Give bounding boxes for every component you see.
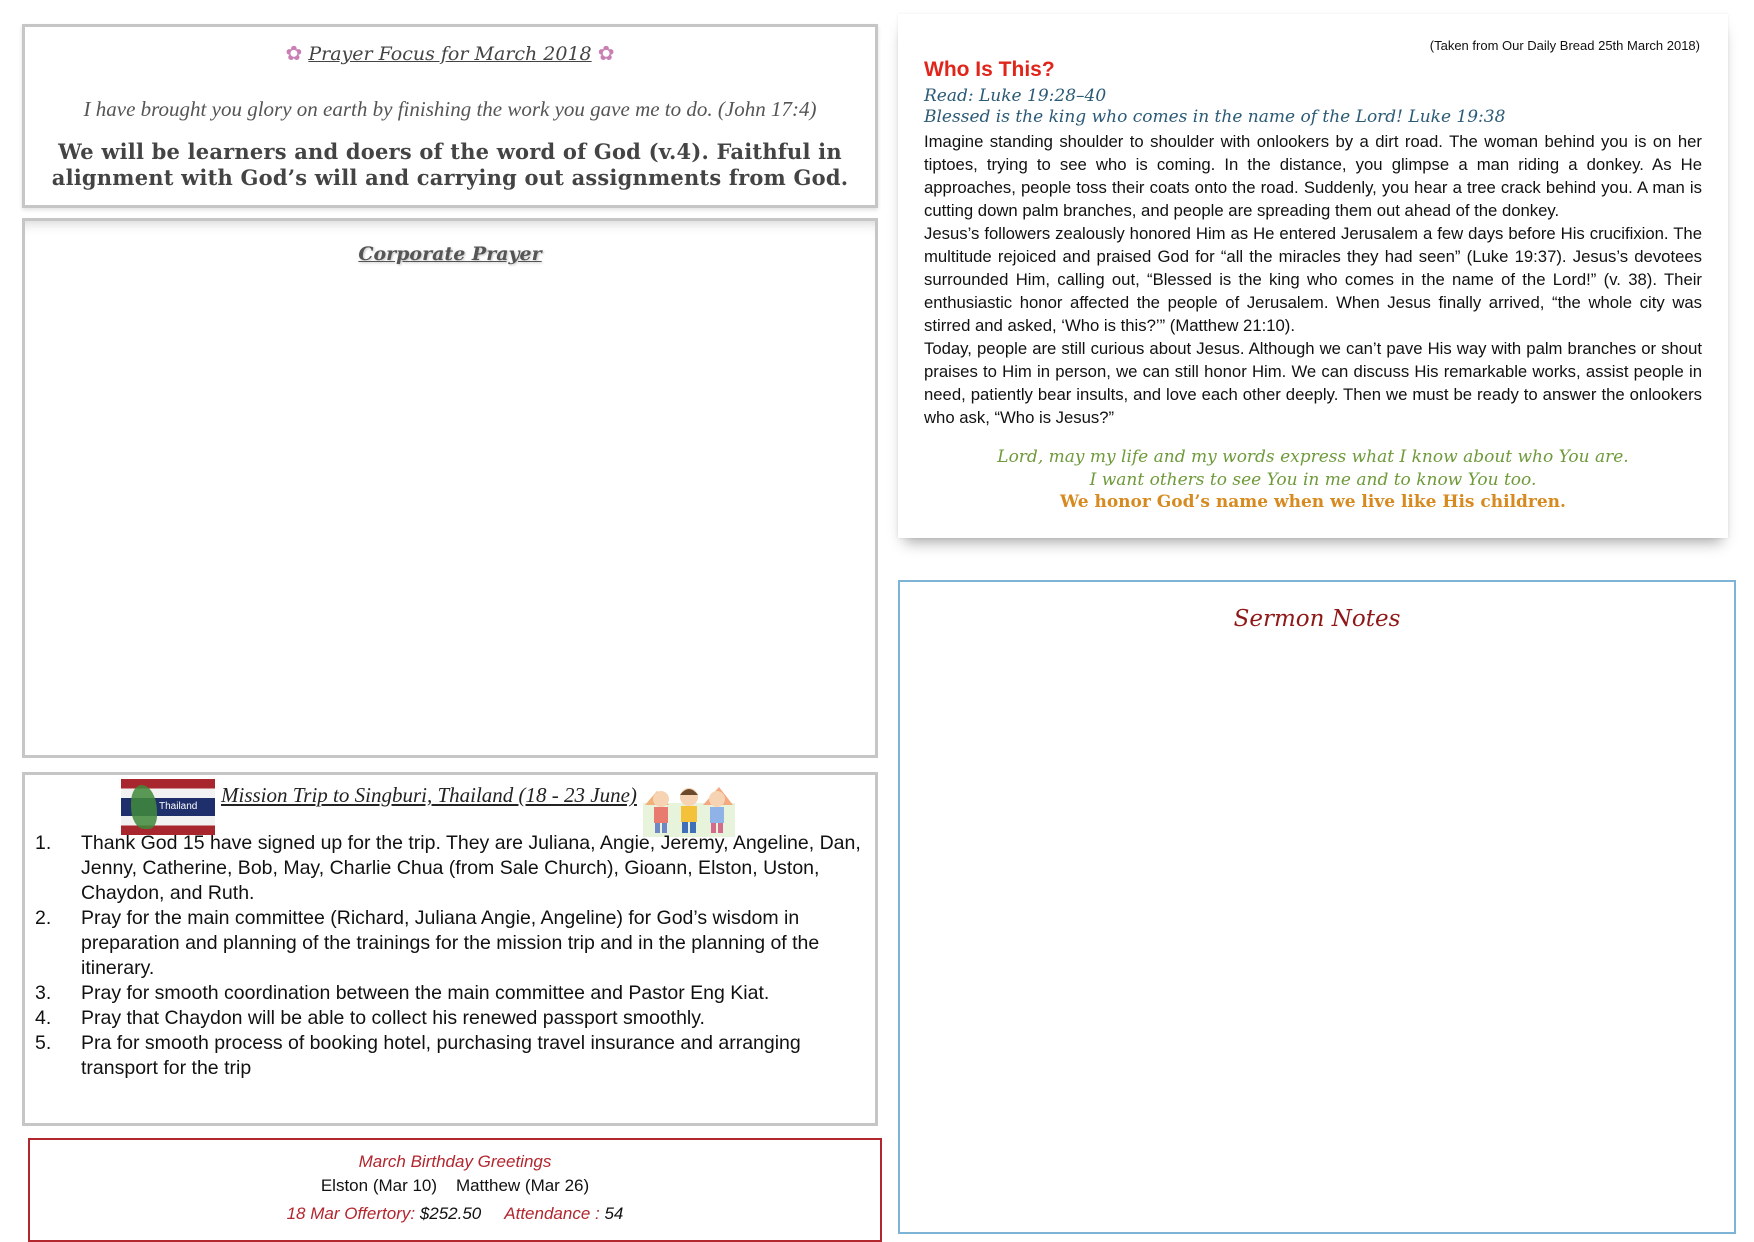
corporate-prayer-title: Corporate Prayer	[358, 243, 542, 265]
key-verse: Blessed is the king who comes in the name of the Lord! Luke 19:38	[924, 107, 1506, 127]
prayer-focus-title-text: Prayer Focus for March 2018	[308, 43, 592, 65]
reading-reference: Read: Luke 19:28–40	[924, 86, 1107, 106]
offertory-attendance	[30, 1204, 880, 1224]
devotional-paragraph: Jesus’s followers zealously honored Him as He entered Jerusalem a few days before His crucifixion. The multitude rejoiced and praised God for “all the miracles they had seen” (Luke 19:37). Jesus’s devotees surrounded Him, calling out, “Blessed is the king who comes in the name of the Lord!” (v. 38). Their enthusiastic honor affected the people of Jerusalem. When Jesus finally arrived, “the whole city was stirred and asked, ‘Who is this?’” (Matthew 21:10).	[924, 224, 1702, 335]
devotional-source: (Taken from Our Daily Bread 25th March 2018)	[1429, 38, 1700, 53]
attendance-label: Attendance :	[504, 1204, 600, 1223]
list-number: 4.	[35, 1007, 52, 1029]
list-item	[35, 981, 865, 1006]
mission-trip-title: Mission Trip to Singburi, Thailand (18 - 23 June)	[221, 783, 637, 807]
thought-for-the-day: We honor God’s name when we live like His children.	[1060, 492, 1566, 512]
flower-icon: ✿	[597, 41, 615, 65]
mission-prayer-list	[35, 831, 865, 1081]
corporate-prayer-panel	[22, 218, 878, 758]
prayer-line: I want others to see You in me and to know You too.	[1089, 470, 1537, 490]
children-illustration	[643, 775, 735, 837]
list-item	[35, 1006, 865, 1031]
sermon-notes-panel	[898, 580, 1736, 1234]
devotional-prayer	[898, 446, 1728, 492]
flag-label: Thailand	[159, 801, 198, 812]
prayer-focus-title	[25, 41, 875, 65]
devotional-heading: Who Is This?	[924, 58, 1055, 81]
list-text: Thank God 15 have signed up for the trip. They are Juliana, Angie, Jeremy, Angeline, Dan, Jenny, Catherine, Bob, May, Charlie Chua (from Sale Church), Gioann, Elston, Uston, Chaydon, and Ruth.	[81, 832, 861, 904]
list-item	[35, 906, 865, 981]
list-item	[35, 1031, 865, 1081]
prayer-line: Lord, may my life and my words express what I know about who You are.	[997, 447, 1629, 467]
thailand-map-icon	[131, 785, 157, 829]
offertory-value: $252.50	[419, 1204, 482, 1223]
list-number: 3.	[35, 982, 52, 1004]
prayer-focus-panel	[22, 24, 878, 208]
prayer-focus-verse: I have brought you glory on earth by finishing the work you gave me to do. (John 17:4)	[83, 97, 817, 121]
offertory-label: 18 Mar Offertory:	[286, 1204, 416, 1223]
birthday-names: Elston (Mar 10) Matthew (Mar 26)	[320, 1176, 590, 1195]
daily-bread-panel	[898, 14, 1728, 538]
list-text: Pray for the main committee (Richard, Juliana Angie, Angeline) for God’s wisdom in preparation and planning of the trainings for the mission trip and in the planning of the itinerary.	[81, 907, 820, 979]
devotional-reading	[924, 86, 1505, 128]
sermon-notes-title: Sermon Notes	[1233, 606, 1401, 632]
devotional-paragraph: Today, people are still curious about Jesus. Although we can’t pave His way with palm branches or shout praises to Him in person, we can still honor Him. We can discuss His remarkable works, assist people in need, patiently bear insults, and love each other deeply. Then we must be ready to answer the onlookers who ask, “Who is Jesus?”	[924, 339, 1702, 427]
list-text: Pray that Chaydon will be able to collect his renewed passport smoothly.	[81, 1007, 705, 1029]
list-number: 5.	[35, 1032, 52, 1054]
list-number: 2.	[35, 907, 52, 929]
list-text: Pra for smooth process of booking hotel, purchasing travel insurance and arranging transport for the trip	[81, 1032, 801, 1079]
list-item	[35, 831, 865, 906]
attendance-value: 54	[604, 1204, 624, 1223]
commitment-line: We will be learners and doers of the word of God (v.4). Faithful in	[58, 139, 842, 164]
thailand-flag-image	[121, 779, 215, 835]
list-number: 1.	[35, 832, 52, 854]
birthday-title: March Birthday Greetings	[358, 1152, 552, 1171]
list-text: Pray for smooth coordination between the main committee and Pastor Eng Kiat.	[81, 982, 770, 1004]
birthday-greetings-panel	[28, 1138, 882, 1242]
mission-trip-panel	[22, 772, 878, 1126]
flower-icon: ✿	[285, 41, 303, 65]
prayer-focus-commitment	[45, 139, 855, 191]
commitment-line: alignment with God’s will and carrying out assignments from God.	[51, 165, 849, 190]
devotional-body	[924, 130, 1702, 429]
devotional-paragraph: Imagine standing shoulder to shoulder with onlookers by a dirt road. The woman behind you is on her tiptoes, trying to see who is coming. In the distance, you glimpse a man riding a donkey. As He approaches, people toss their coats onto the road. Suddenly, you hear a tree crack behind you. A man is cutting down palm branches, and people are spreading them out ahead of the donkey.	[924, 132, 1702, 220]
